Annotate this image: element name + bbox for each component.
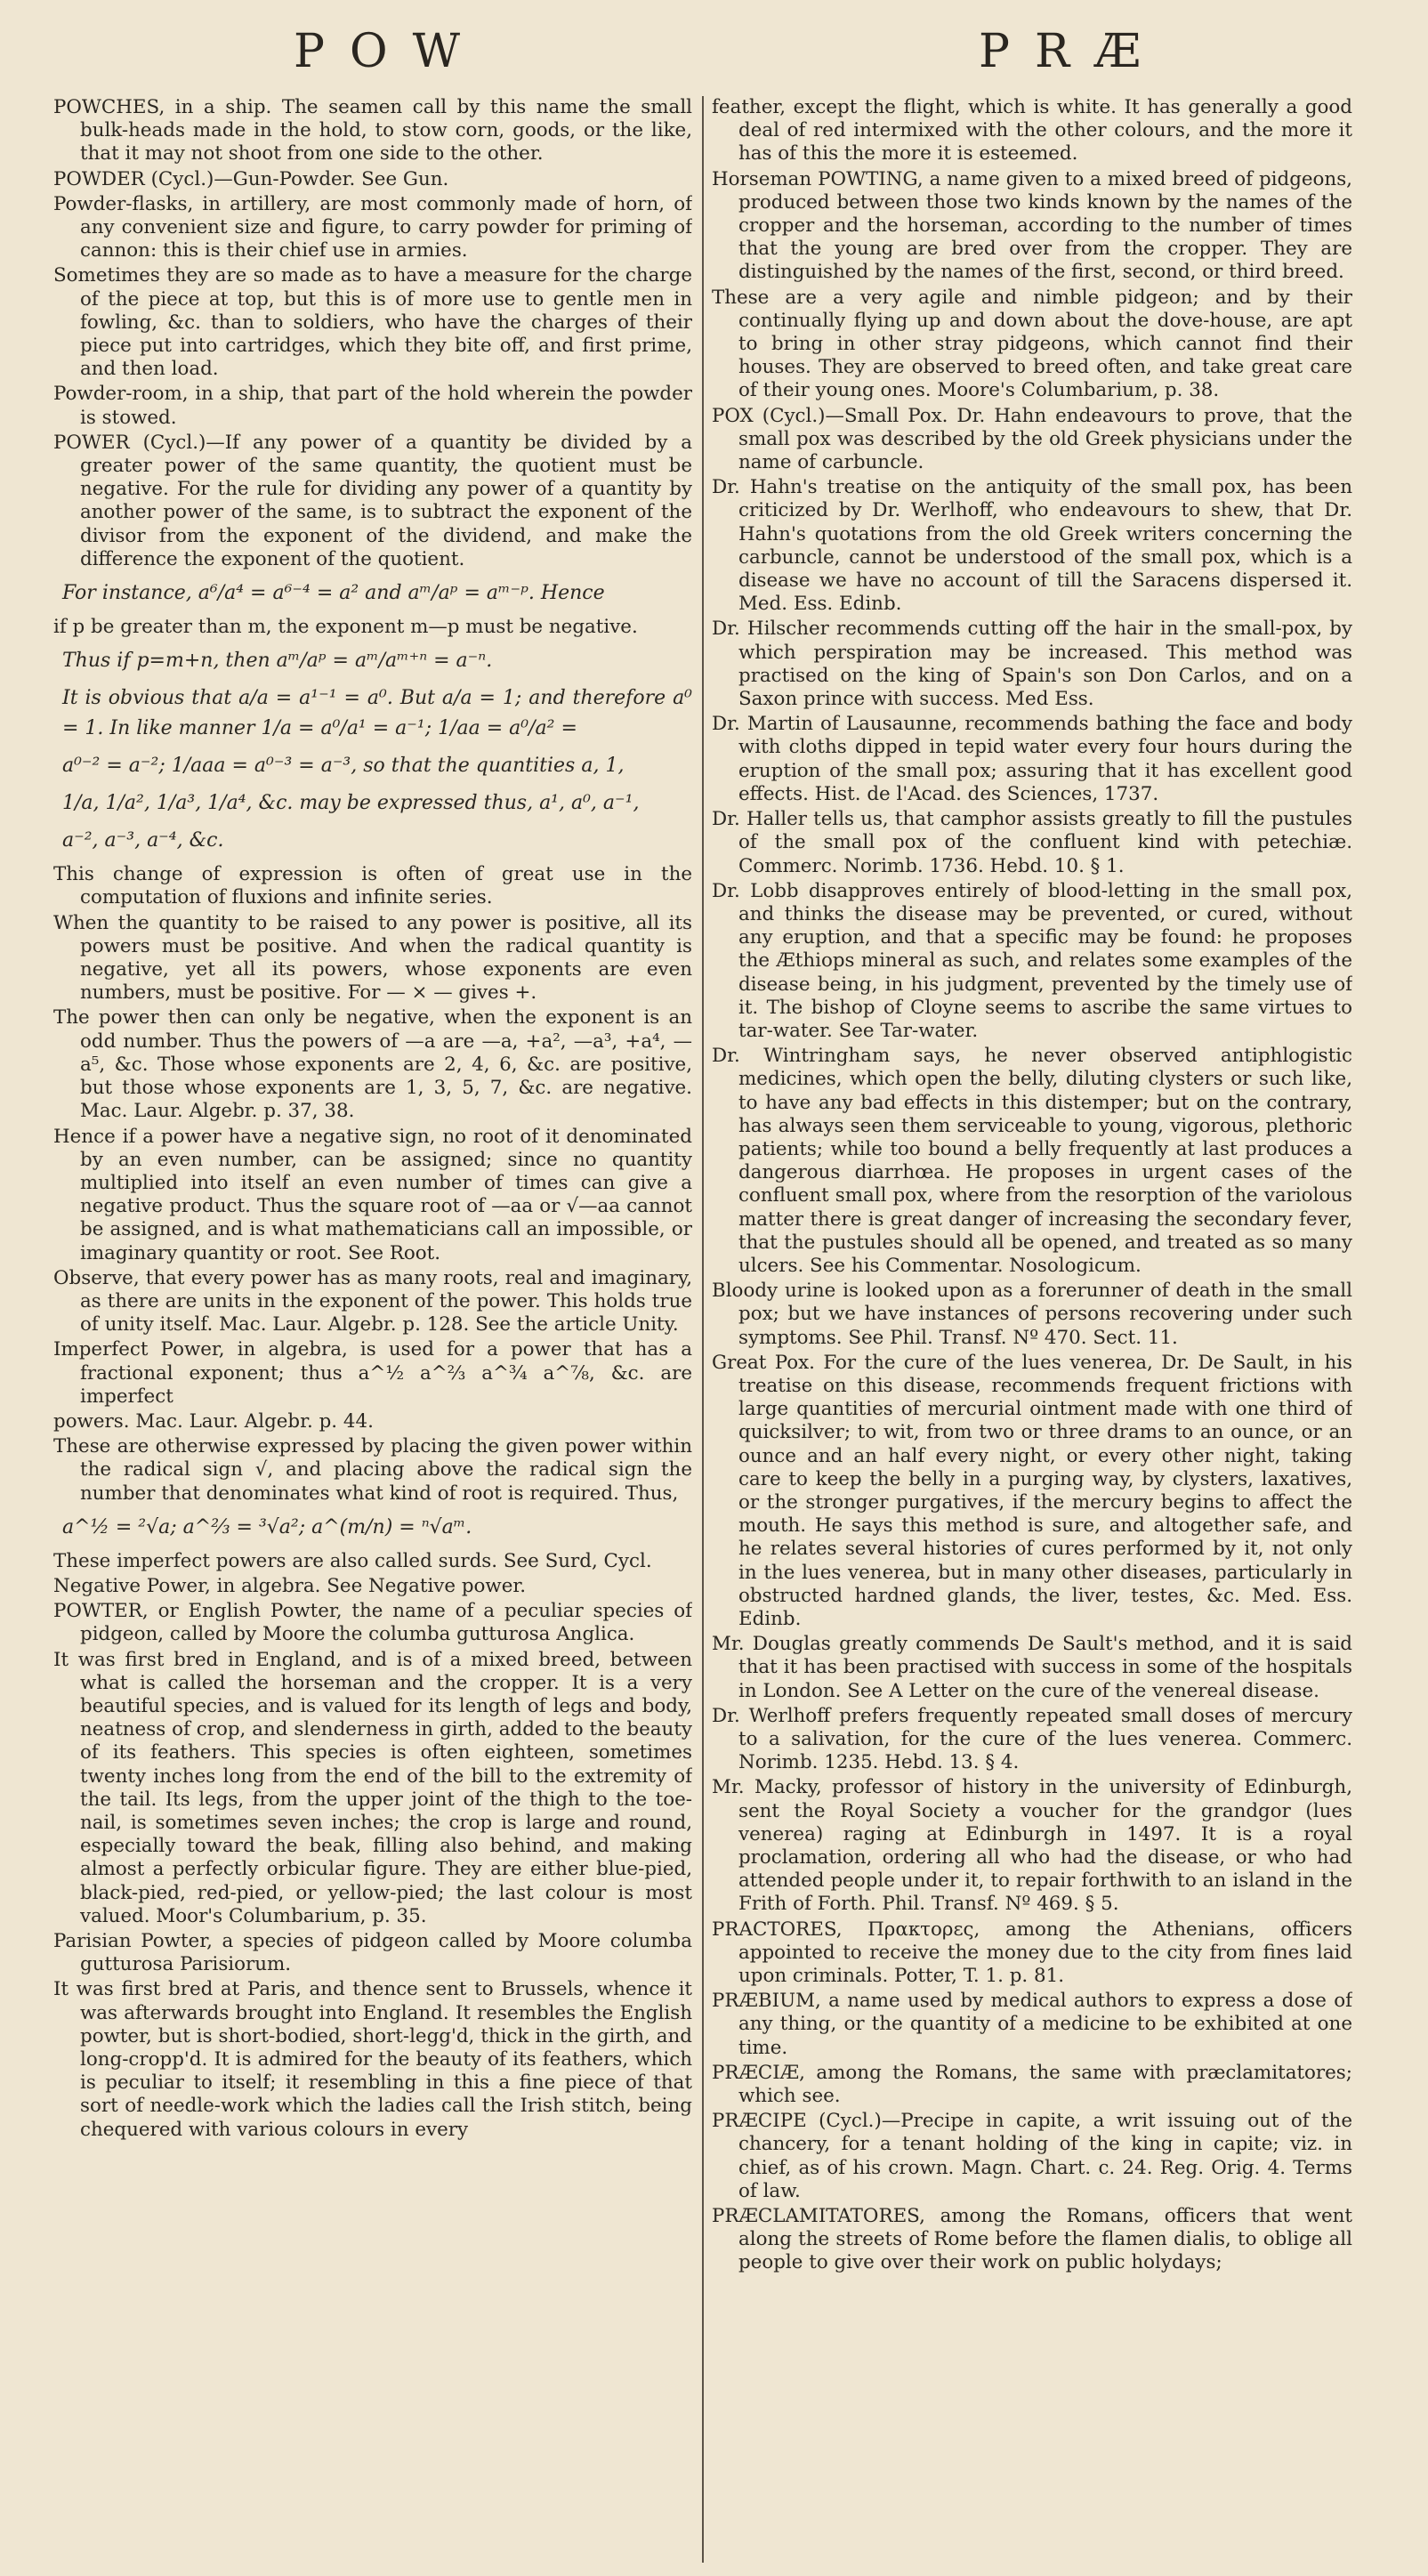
formula: It is obvious that a/a = a¹⁻¹ = a⁰. But a/a = 1; and therefore a⁰ = 1. In like manner 1/a = a⁰/a¹ = a⁻¹; 1/aa = a⁰/a² = xyxy=(62,687,692,740)
entry-power: POWER (Cycl.)—If any power of a quantity be divided by a greater power of the same quantity, the quotient must be negative. For the rule for dividing any power of a quantity by another power of the same, is to subtract the exponent of the divisor from the exponent of the dividend, and make the difference the exponent of the quotient. xyxy=(53,431,692,570)
paragraph: When the quantity to be raised to any power is positive, all its powers must be positive. And when the radical quantity is negative, yet all its powers, whose exponents are even numbers, must be positive. For — × — gives +. xyxy=(53,911,692,1005)
paragraph: The power then can only be negative, when the exponent is an odd number. Thus the powers of —a are —a, +a², —a³, +a⁴, —a⁵, &c. Those whose exponents are 2, 4, 6, &c. are positive, but those whose exponents are 1, 3, 5, 7, &c. are negative. Mac. Laur. Algebr. p. 37, 38. xyxy=(53,1006,692,1123)
paragraph: These imperfect powers are also called surds. See Surd, Cycl. xyxy=(53,1549,652,1572)
entry-powter: POWTER, or English Powter, the name of a peculiar species of pidgeon, called by Moore the columba gutturosa Anglica. xyxy=(53,1600,692,1646)
formula: 1/a, 1/a², 1/a³, 1/a⁴, &c. may be expressed thus, a¹, a⁰, a⁻¹, xyxy=(62,792,640,815)
entry-parisian-powter: Parisian Powter, a species of pidgeon called by Moore columba gutturosa Parisiorum. xyxy=(53,1930,692,1976)
paragraph: if p be greater than m, the exponent m—p must be negative. xyxy=(53,616,638,639)
entry-horseman-powting: Horseman POWTING, a name given to a mixed breed of pidgeons, produced between those two kinds known by the names of the cropper and the horseman, according to the number of times that the young are bred over from the cropper. They are distinguished by the names of the first, second, or third breed. xyxy=(712,167,1352,284)
entry-powder-room: Powder-room, in a ship, that part of the hold wherein the powder is stowed. xyxy=(53,383,692,429)
column-divider xyxy=(702,96,704,2563)
entry-powder-flasks: Powder-flasks, in artillery, are most commonly made of horn, of any convenient size and figure, to carry powder for priming of cannon: this is their chief use in armies. xyxy=(53,192,692,262)
formula: Thus if p=m+n, then aᵐ/aᵖ = aᵐ/aᵐ⁺ⁿ = a⁻ⁿ. xyxy=(62,650,493,673)
paragraph: Dr. Hilscher recommends cutting off the hair in the small-pox, by which perspiration may be increased. This method was practised on the king of Spain's son Don Carlos, and on a Saxon prince with success. Med Ess. xyxy=(712,618,1352,711)
paragraph: Dr. Hahn's treatise on the antiquity of the small pox, has been criticized by Dr. Werlhoff, who endeavours to shew, that Dr. Hahn's quotations from the old Greek writers concerning the carbuncle, cannot be understood of the small pox, which is a disease we have no account of till the Saracens dispersed it. Med. Ess. Edinb. xyxy=(712,476,1352,616)
paragraph: Dr. Wintringham says, he never observed antiphlogistic medicines, which open the belly, diluting clysters or such like, to have any bad effects in this distemper; but on the contrary, has always seen them serviceable to young, vigorous, plethoric patients; while too bound a belly frequently at last produces a dangerous diarrhœa. He proposes in urgent cases of the confluent small pox, where from the resorption of the variolous matter there is great danger of increasing the secondary fever, that the pustules should all be opened, and treated as so many ulcers. See his Commentar. Nosologicum. xyxy=(712,1045,1352,1277)
entry-powder: POWDER (Cycl.)—Gun-Powder. See Gun. xyxy=(53,167,449,190)
left-column xyxy=(53,96,692,2561)
running-head-left: POW xyxy=(294,25,486,78)
paragraph: Hence if a power have a negative sign, no root of it denominated by an even number, can be assigned; since no quantity multiplied into itself an even number of times can give a negative product. Thus the square root of —aa or √—aa cannot be assigned, and is what mathematicians call an impossible, or imaginary quantity or root. See Root. xyxy=(53,1125,692,1264)
entry-pox: POX (Cycl.)—Small Pox. Dr. Hahn endeavours to prove, that the small pox was described by the old Greek physicians under the name of carbuncle. xyxy=(712,404,1352,474)
entry-negative-power: Negative Power, in algebra. See Negative power. xyxy=(53,1574,527,1597)
paragraph: It was first bred in England, and is of a mixed breed, between what is called the horseman and the cropper. It is a very beautiful species, and is valued for its length of legs and body, neatness of crop, and slenderness in girth, added to the beauty of its feathers. This species is often eighteen, sometimes twenty inches long from the end of the bill to the extremity of the tail. Its legs, from the upper joint of the thigh to the toe-nail, is sometimes seven inches; the crop is large and round, especially toward the beak, filling also behind, and making almost a perfectly orbicular figure. They are either blue-pied, black-pied, red-pied, or yellow-pied; the last colour is most valued. Moor's Columbarium, p. 35. xyxy=(53,1648,692,1927)
paragraph: Sometimes they are so made as to have a measure for the charge of the piece at top, but this is of more use to gentle men in fowling, &c. than to soldiers, who have the charges of their piece put into cartridges, which they bite off, and first prime, and then load. xyxy=(53,264,692,381)
paragraph: It was first bred at Paris, and thence sent to Brussels, whence it was afterwards brought into England. It resembles the English powter, but is short-bodied, short-legg'd, thick in the girth, and long-cropp'd. It is admired for the beauty of its feathers, which is peculiar to itself; it resembling in this a fine piece of that sort of needle-work which the ladies call the Irish stitch, being chequered with various colours in every xyxy=(53,1978,692,2141)
entry-practores: PRACTORES, Πρακτορες, among the Athenians, officers appointed to receive the money due to the city from fines laid upon criminals. Potter, T. 1. p. 81. xyxy=(712,1918,1352,1988)
entry-praeciae: PRÆCIÆ, among the Romans, the same with præclamitatores; which see. xyxy=(712,2061,1352,2108)
paragraph: feather, except the flight, which is white. It has generally a good deal of red intermixed with the other colours, and the more it has of this the more it is esteemed. xyxy=(712,96,1352,166)
entry-powches: POWCHES, in a ship. The seamen call by this name the small bulk-heads made in the hold, to stow corn, goods, or the like, that it may not shoot from one side to the other. xyxy=(53,96,692,166)
paragraph: Dr. Lobb disapproves entirely of blood-letting in the small pox, and thinks the disease may be prevented, or cured, without any eruption, and that a specific may be found: he proposes the Æthiops mineral as such, and relates some examples of the disease being, in his judgment, prevented by the timely use of it. The bishop of Cloyne seems to ascribe the same virtues to tar-water. See Tar-water. xyxy=(712,879,1352,1042)
formula: For instance, a⁶/a⁴ = a⁶⁻⁴ = a² and aᵐ/aᵖ = aᵐ⁻ᵖ. Hence xyxy=(62,582,605,605)
paragraph: Dr. Haller tells us, that camphor assists greatly to fill the pustules of the small pox of the confluent kind with petechiæ. Commerc. Norimb. 1736. Hebd. 10. § 1. xyxy=(712,808,1352,877)
paragraph: Bloody urine is looked upon as a forerunner of death in the small pox; but we have instances of persons recovering under such symptoms. See Phil. Transf. Nº 470. Sect. 11. xyxy=(712,1280,1352,1349)
formula: a⁻², a⁻³, a⁻⁴, &c. xyxy=(62,829,224,852)
right-column xyxy=(712,96,1352,2561)
paragraph: powers. Mac. Laur. Algebr. p. 44. xyxy=(53,1409,374,1433)
paragraph: Mr. Douglas greatly commends De Sault's method, and it is said that it has been practised with success in some of the hospitals in London. See A Letter on the cure of the venereal disease. xyxy=(712,1633,1352,1702)
entry-great-pox: Great Pox. For the cure of the lues venerea, Dr. De Sault, in his treatise on this disease, recommends frequent frictions with large quantities of mercurial ointment made with one third of quicksilver; to wit, from two or three drams to an ounce, or an ounce and an half every night, or every other night, taking care to keep the belly in a purging way, by clysters, laxatives, or the stronger purgatives, if the mercury begins to affect the mouth. He says this method is sure, and altogether safe, and he relates several histories of cures performed by it, not only in the lues venerea, but in many other diseases, particularly in obstructed hardned glands, the liver, testes, &c. Med. Ess. Edinb. xyxy=(712,1351,1352,1630)
paragraph: Observe, that every power has as many roots, real and imaginary, as there are units in the exponent of the power. This holds true of unity itself. Mac. Laur. Algebr. p. 128. See the article Unity. xyxy=(53,1266,692,1336)
paragraph: These are otherwise expressed by placing the given power within the radical sign √, and placing above the radical sign the number that denominates what kind of root is required. Thus, xyxy=(53,1435,692,1505)
running-head-right: PRÆ xyxy=(979,25,1166,78)
paragraph: This change of expression is often of great use in the computation of fluxions and infinite series. xyxy=(53,863,692,909)
paragraph: Dr. Martin of Lausaunne, recommends bathing the face and body with cloths dipped in tepid water every four hours during the eruption of the small pox; assuring that it has excellent good effects. Hist. de l'Acad. des Sciences, 1737. xyxy=(712,713,1352,805)
paragraph: These are a very agile and nimble pidgeon; and by their continually flying up and down about the dove-house, are apt to bring in other stray pidgeons, which cannot find their houses. They are observed to breed often, and take great care of their young ones. Moore's Columbarium, p. 38. xyxy=(712,286,1352,402)
paragraph: Dr. Werlhoff prefers frequently repeated small doses of mercury to a salivation, for the cure of the lues venerea. Commerc. Norimb. 1235. Hebd. 13. § 4. xyxy=(712,1704,1352,1774)
entry-praeclamitatores: PRÆCLAMITATORES, among the Romans, officers that went along the streets of Rome before the flamen dialis, to oblige all people to give over their work on public holydays; xyxy=(712,2205,1352,2274)
formula: a^½ = ²√a; a^⅔ = ³√a²; a^(m/n) = ⁿ√aᵐ. xyxy=(62,1515,472,1538)
paragraph: Mr. Macky, professor of history in the university of Edinburgh, sent the Royal Society a voucher for the grandgor (lues venerea) raging at Edinburgh in 1497. It is a royal proclamation, ordering all who had the disease, or who had attended people under it, to repair forthwith to an island in the Frith of Forth. Phil. Transf. Nº 469. § 5. xyxy=(712,1776,1352,1916)
formula: a⁰⁻² = a⁻²; 1/aaa = a⁰⁻³ = a⁻³, so that the quantities a, 1, xyxy=(62,755,625,778)
entry-praebium: PRÆBIUM, a name used by medical authors to express a dose of any thing, or the quantity of a medicine to be exhibited at one time. xyxy=(712,1990,1352,2059)
entry-imperfect-power: Imperfect Power, in algebra, is used for a power that has a fractional exponent; thus a^½ a^⅔ a^¾ a^⅞, &c. are imperfect xyxy=(53,1338,692,1408)
entry-praecipe: PRÆCIPE (Cycl.)—Precipe in capite, a writ issuing out of the chancery, for a tenant holding of the king in capite; viz. in chief, as of his crown. Magn. Chart. c. 24. Reg. Orig. 4. Terms of law. xyxy=(712,2110,1352,2202)
